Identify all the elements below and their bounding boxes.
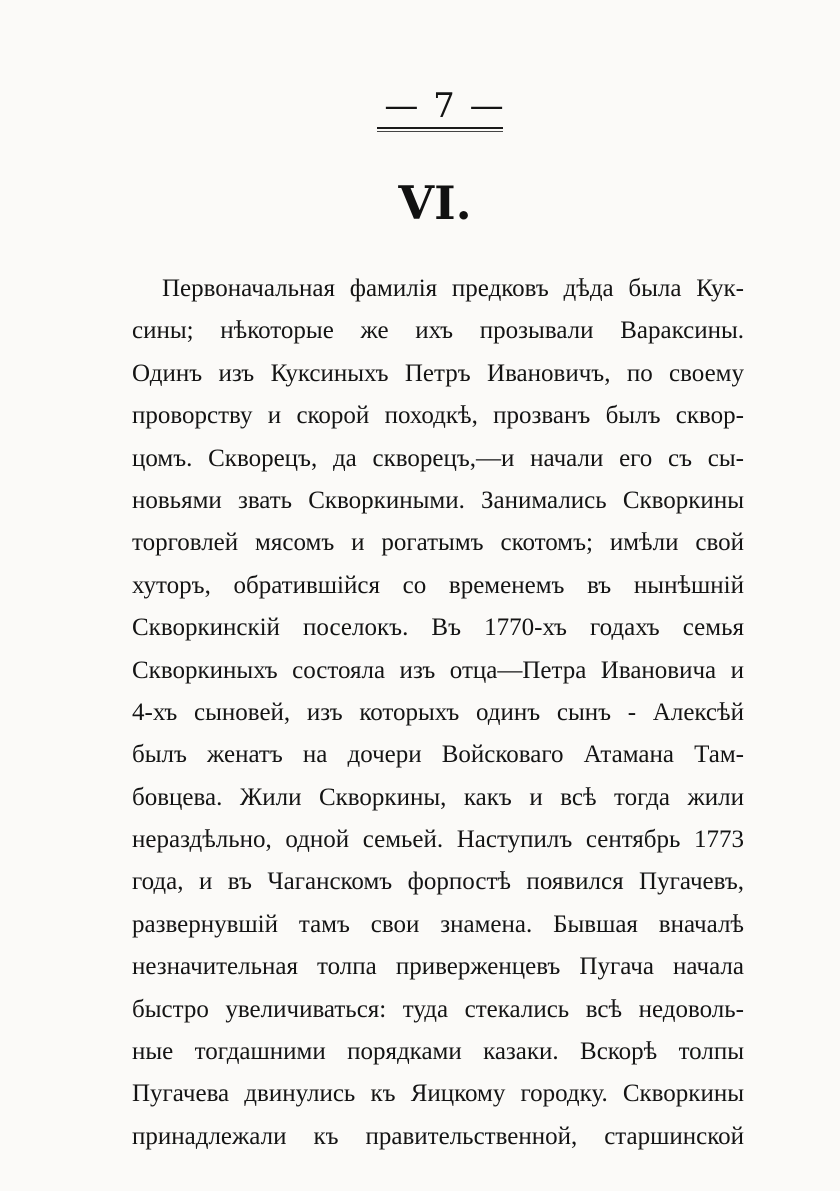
text-line: бовцева. Жили Скворкины, какъ и всѣ тогда жили [132, 783, 744, 811]
text-line: сины; нѣкоторые же ихъ прозывали Вараксины. [132, 317, 744, 345]
text-line: торговлей мясомъ и рогатымъ скотомъ; имѣли свой [132, 529, 744, 557]
text-line: цомъ. Скворецъ, да скворецъ,—и начали его съ сы- [132, 444, 744, 472]
text-line: Скворкинскій поселокъ. Въ 1770-хъ годахъ семья [132, 614, 744, 642]
text-line: года, и въ Чаганскомъ форпостѣ появился Пугачевъ, [132, 868, 744, 896]
text-line: Одинъ изъ Куксиныхъ Петръ Ивановичъ, по своему [132, 359, 744, 387]
header-rule-thin [377, 131, 503, 132]
header-rule [377, 127, 503, 129]
text-line: развернувшій тамъ свои знамена. Бывшая вначалѣ [132, 910, 744, 938]
text-line: незначительная толпа приверженцевъ Пугача начала [132, 953, 744, 981]
text-line: принадлежали къ правительственной, старшинской [132, 1122, 744, 1150]
text-line: проворству и скорой походкѣ, прозванъ былъ сквор- [132, 402, 744, 430]
text-line: нераздѣльно, одной семьей. Наступилъ сентябрь 1773 [132, 826, 744, 854]
text-line: былъ женатъ на дочери Войсковаго Атамана Там- [132, 741, 744, 769]
text-line: Скворкиныхъ состояла изъ отца—Петра Ивановича и [132, 656, 744, 684]
text-line: новьями звать Скворкиными. Занимались Скворкины [132, 486, 744, 514]
page-number: — 7 — [384, 86, 506, 126]
text-line: хуторъ, обратившійся со временемъ въ нынѣшній [132, 571, 744, 599]
text-line: Пугачева двинулись къ Яицкому городку. Скворкины [132, 1080, 744, 1108]
text-line: ные тогдашними порядками казаки. Вскорѣ толпы [132, 1038, 744, 1066]
text-line: Первоначальная фамилія предковъ дѣда была Кук- [162, 275, 744, 302]
body-text [132, 268, 744, 1158]
text-line: 4-хъ сыновей, изъ которыхъ одинъ сынъ - Алексѣй [132, 698, 744, 726]
text-line: быстро увеличиваться: туда стекались всѣ недоволь- [132, 995, 744, 1023]
chapter-heading: VI. [398, 176, 472, 230]
